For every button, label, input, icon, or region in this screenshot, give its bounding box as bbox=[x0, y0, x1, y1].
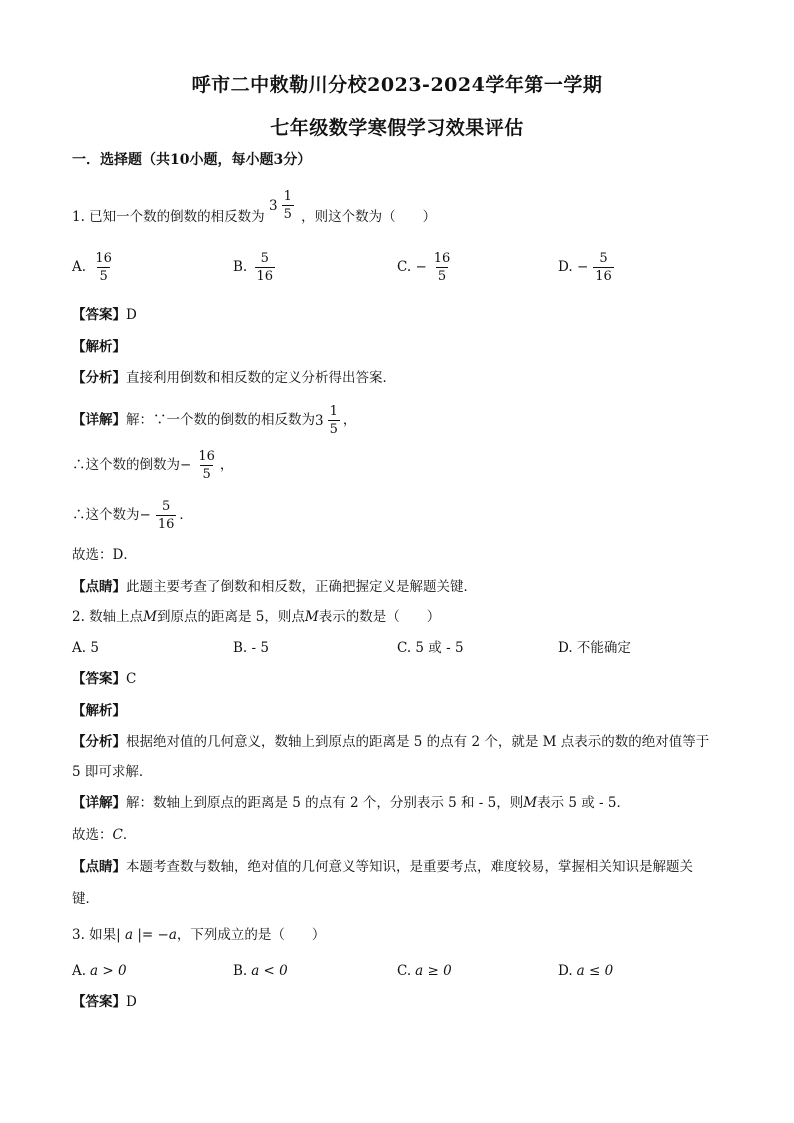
q2-option-c[interactable]: C. 5 或 - 5 bbox=[397, 640, 464, 656]
q1-option-a[interactable] bbox=[72, 250, 117, 285]
point-m: M bbox=[143, 609, 157, 625]
choose-text: ． bbox=[122, 827, 137, 843]
fenxi-tag: 【分析】 bbox=[72, 370, 126, 386]
q1-option-c[interactable] bbox=[397, 250, 455, 285]
q3-option-a[interactable] bbox=[72, 961, 127, 981]
q2-analysis-tag: 【解析】 bbox=[72, 703, 126, 719]
abs-equation: | a |= −a bbox=[116, 927, 177, 943]
q2-option-d[interactable]: D. 不能确定 bbox=[558, 640, 631, 656]
q1-a-den: 5 bbox=[99, 269, 108, 284]
detail-text: ∴这个数为 bbox=[72, 507, 140, 523]
choose-letter: C bbox=[112, 827, 123, 843]
q1-option-b[interactable] bbox=[233, 250, 278, 285]
q1-a-num: 16 bbox=[95, 251, 112, 266]
answer-value: C bbox=[126, 671, 137, 687]
question-2-stem bbox=[72, 607, 440, 627]
q1-option-d[interactable] bbox=[558, 250, 617, 285]
detail-tag: 【详解】 bbox=[72, 795, 126, 811]
q1-answer bbox=[72, 305, 137, 325]
q1-detail-line-3 bbox=[72, 498, 193, 533]
title-school-term: 呼市二中敕勒川分校2023-2024学年第一学期 bbox=[191, 74, 603, 96]
q2-fenxi-line-1 bbox=[72, 732, 709, 752]
answer-tag: 【答案】 bbox=[72, 671, 126, 687]
q2-fenxi-line-2: 5 即可求解． bbox=[72, 764, 153, 780]
q1-stem-prefix: 1. 已知一个数的倒数的相反数为 bbox=[72, 209, 265, 225]
q3-option-c[interactable] bbox=[397, 961, 452, 981]
option-label: A. bbox=[72, 259, 87, 275]
mixed-whole: 3 bbox=[315, 412, 324, 429]
q1-stem-suffix: ，则这个数为（ ） bbox=[301, 209, 437, 225]
answer-tag: 【答案】 bbox=[72, 994, 126, 1010]
q1-c-den: 5 bbox=[437, 269, 447, 284]
option-expr: a ≥ 0 bbox=[415, 963, 452, 979]
q1-b-den: 16 bbox=[256, 269, 274, 284]
q3-answer bbox=[72, 992, 137, 1012]
q2-option-b[interactable]: B. - 5 bbox=[233, 640, 269, 656]
frac-sign: − bbox=[139, 507, 151, 523]
q2-option-a[interactable]: A. 5 bbox=[72, 640, 99, 656]
q2-choose bbox=[72, 825, 136, 845]
frac-den: 16 bbox=[157, 517, 175, 532]
mixed-num: 1 bbox=[329, 404, 338, 419]
comment-tag: 【点睛】 bbox=[72, 579, 126, 595]
stem-text: 3. 如果 bbox=[72, 927, 117, 943]
comment-text: 本题考查数与数轴，绝对值的几何意义等知识，是重要考点，难度较易，掌握相关知识是解题关 bbox=[126, 859, 693, 875]
frac-sign: − bbox=[180, 457, 192, 473]
mixed-den: 5 bbox=[329, 422, 338, 437]
detail-tag: 【详解】 bbox=[72, 412, 126, 428]
q1-mixed-whole: 3 bbox=[268, 197, 278, 214]
fenxi-text: 根据绝对值的几何意义，数轴上到原点的距离是 5 的点有 2 个，就是 M 点表示的数的绝对值等于 bbox=[126, 734, 710, 750]
detail-text: ， bbox=[342, 412, 357, 428]
option-label: D. bbox=[558, 963, 573, 979]
q2-comment-line-1 bbox=[72, 857, 693, 877]
option-label: B. bbox=[233, 963, 248, 979]
q2-detail bbox=[72, 793, 630, 813]
q1-fenxi bbox=[72, 368, 396, 388]
option-expr: a ≤ 0 bbox=[576, 963, 614, 979]
point-m: M bbox=[523, 795, 538, 811]
option-label: A. bbox=[72, 963, 87, 979]
stem-text: 表示的数是（ ） bbox=[318, 609, 441, 625]
q1-b-num: 5 bbox=[260, 251, 269, 266]
option-expr: a < 0 bbox=[251, 963, 288, 979]
q1-mixed-den: 5 bbox=[283, 207, 292, 222]
q1-choose: 故选：D． bbox=[72, 547, 137, 563]
detail-text: ． bbox=[179, 507, 193, 523]
option-label: C. bbox=[397, 963, 412, 979]
fenxi-tag: 【分析】 bbox=[72, 734, 126, 750]
q3-option-b[interactable] bbox=[233, 961, 288, 981]
comment-text: 此题主要考查了倒数和相反数，正确把握定义是解题关键． bbox=[126, 579, 477, 595]
q1-detail-line-2 bbox=[72, 448, 233, 483]
q1-mixed-num: 1 bbox=[283, 189, 292, 204]
q1-d-sign: − bbox=[576, 259, 589, 275]
frac-den: 5 bbox=[202, 467, 211, 482]
q3-option-d[interactable] bbox=[558, 961, 613, 981]
frac-num: 16 bbox=[198, 449, 215, 464]
q2-comment-line-2: 键． bbox=[72, 891, 99, 907]
q2-answer bbox=[72, 669, 136, 689]
title-assessment: 七年级数学寒假学习效果评估 bbox=[270, 117, 524, 139]
answer-value: D bbox=[126, 994, 137, 1010]
option-label: C. bbox=[397, 259, 412, 275]
comment-tag: 【点睛】 bbox=[72, 859, 126, 875]
stem-text: 2. 数轴上点 bbox=[72, 609, 144, 625]
q1-comment bbox=[72, 577, 477, 597]
q1-d-den: 16 bbox=[595, 269, 612, 284]
answer-value: D bbox=[126, 307, 137, 323]
frac-num: 5 bbox=[161, 499, 171, 514]
stem-text: 到原点的距离是 5，则点 bbox=[157, 609, 305, 625]
q1-mixed-number bbox=[269, 188, 297, 223]
answer-tag: 【答案】 bbox=[72, 307, 126, 323]
section-heading-choice: 一．选择题（共10小题，每小题3分） bbox=[72, 152, 312, 168]
option-label: D. bbox=[558, 259, 573, 275]
detail-text: 表示 5 或 - 5． bbox=[537, 795, 630, 811]
fenxi-text: 直接利用倒数和相反数的定义分析得出答案． bbox=[126, 370, 396, 386]
q1-c-num: 16 bbox=[433, 251, 451, 266]
option-expr: a > 0 bbox=[90, 963, 127, 979]
detail-text: 解：∵一个数的倒数的相反数为 bbox=[126, 412, 315, 428]
q1-analysis-tag: 【解析】 bbox=[72, 339, 126, 355]
detail-text: ， bbox=[219, 457, 234, 473]
detail-text: ∴这个数的倒数为 bbox=[72, 457, 180, 473]
question-1-stem bbox=[72, 189, 437, 235]
q1-c-sign: − bbox=[415, 259, 427, 275]
option-label: B. bbox=[233, 259, 248, 275]
choose-text: 故选： bbox=[72, 827, 113, 843]
stem-text: ，下列成立的是（ ） bbox=[176, 927, 326, 943]
q1-d-num: 5 bbox=[599, 251, 608, 266]
detail-text: 解：数轴上到原点的距离是 5 的点有 2 个，分别表示 5 和 - 5，则 bbox=[126, 795, 524, 811]
q1-detail-line-1 bbox=[72, 403, 356, 438]
question-3-stem bbox=[72, 925, 325, 945]
point-m: M bbox=[304, 609, 319, 625]
